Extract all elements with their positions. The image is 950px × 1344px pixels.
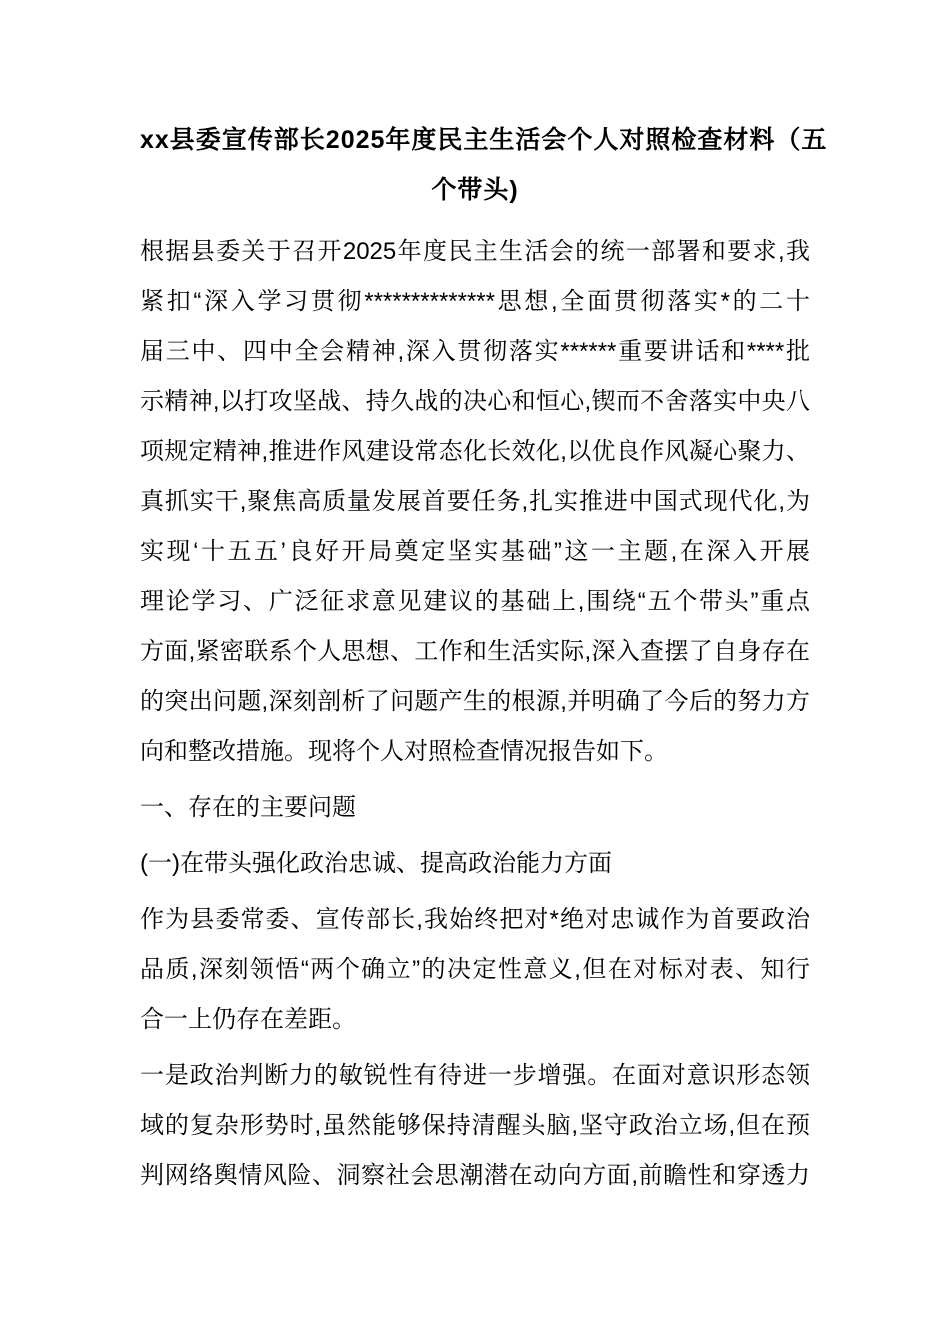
document-title-line: xx县委宣传部长2025年度民主生活会个人对照检查材料（五 bbox=[140, 126, 828, 154]
text-line: 的突出问题,深刻剖析了问题产生的根源,并明确了今后的努力方 bbox=[140, 688, 810, 715]
text-line: 实现‘十五五’良好开局奠定坚实基础”这一主题,在深入开展 bbox=[140, 538, 810, 565]
text-line: 判网络舆情风险、洞察社会思潮潜在动向方面,前瞻性和穿透力 bbox=[140, 1162, 810, 1189]
section-1-heading bbox=[140, 783, 810, 833]
text-line: 根据县委关于召开2025年度民主生活会的统一部署和要求,我 bbox=[140, 238, 810, 265]
text-line: 品质,深刻领悟“两个确立”的决定性意义,但在对标对表、知行 bbox=[140, 956, 810, 983]
text-line: (一)在带头强化政治忠诚、提高政治能力方面 bbox=[140, 850, 612, 877]
text-line: 一是政治判断力的敏锐性有待进一步增强。在面对意识形态领 bbox=[140, 1062, 810, 1089]
text-line: 项规定精神,推进作风建设常态化长效化,以优良作风凝心聚力、 bbox=[140, 438, 810, 465]
text-line: 作为县委常委、宣传部长,我始终把对*绝对忠诚作为首要政治 bbox=[140, 906, 810, 933]
document-body bbox=[140, 227, 810, 1201]
text-line: 届三中、四中全会精神,深入贯彻落实******重要讲话和****批 bbox=[140, 338, 810, 365]
text-line: 域的复杂形势时,虽然能够保持清醒头脑,坚守政治立场,但在预 bbox=[140, 1112, 810, 1139]
document-title-line: 个带头) bbox=[431, 176, 519, 204]
text-line: 合一上仍存在差距。 bbox=[140, 1006, 356, 1033]
text-line: 理论学习、广泛征求意见建议的基础上,围绕“五个带头”重点 bbox=[140, 588, 810, 615]
text-line: 真抓实干,聚焦高质量发展首要任务,扎实推进中国式现代化,为 bbox=[140, 488, 810, 515]
document-content-column bbox=[140, 115, 828, 1201]
text-line: 一、存在的主要问题 bbox=[140, 794, 356, 821]
text-line: 向和整改措施。现将个人对照检查情况报告如下。 bbox=[140, 738, 668, 765]
subsection-1-1-heading bbox=[140, 839, 810, 889]
document-title bbox=[140, 115, 828, 215]
intro-paragraph bbox=[140, 227, 810, 777]
text-line: 示精神,以打攻坚战、持久战的决心和恒心,锲而不舍落实中央八 bbox=[140, 388, 810, 415]
text-line: 方面,紧密联系个人思想、工作和生活实际,深入查摆了自身存在 bbox=[140, 638, 810, 665]
text-line: 紧扣“深入学习贯彻**************思想,全面贯彻落实*的二十 bbox=[140, 288, 810, 315]
paragraph-political-judgment bbox=[140, 1051, 810, 1201]
paragraph-political-loyalty bbox=[140, 895, 810, 1045]
